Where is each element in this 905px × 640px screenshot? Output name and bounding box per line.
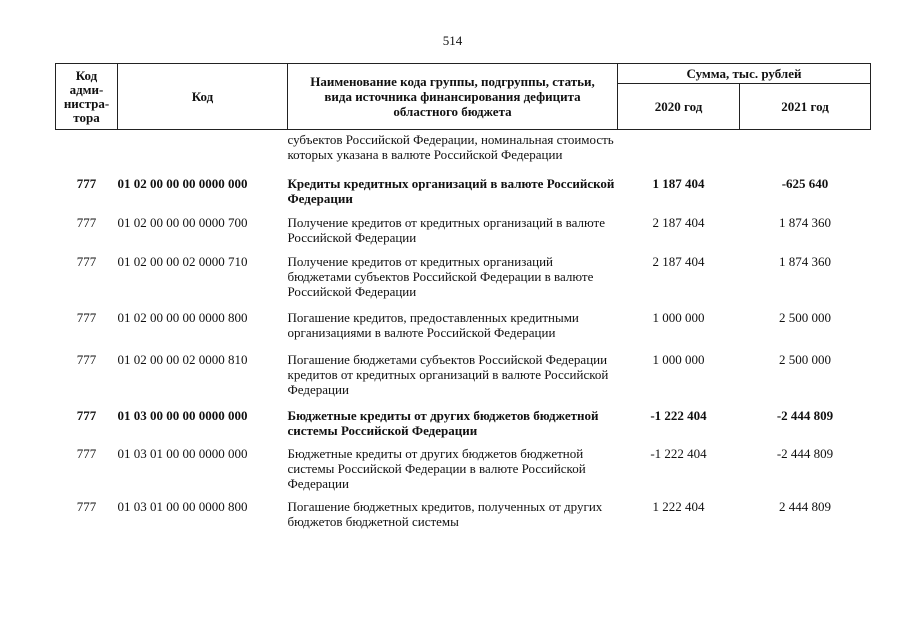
row-spacer (56, 299, 871, 310)
header-admin-code-line: адми- (69, 81, 104, 97)
row-spacer (56, 491, 871, 499)
table-row (56, 215, 871, 245)
cell-2020 (618, 130, 740, 163)
cell-2020: 1 222 404 (652, 499, 705, 514)
table-row-continuation (56, 130, 871, 163)
cell-2021: 2 500 000 (779, 352, 831, 367)
table-row (56, 499, 871, 529)
cell-2021: -625 640 (781, 176, 829, 191)
row-spacer-cell (56, 299, 871, 310)
header-sum: Сумма, тыс. рублей (618, 64, 871, 84)
cell-name: Погашение кредитов, предоставленных кредитными организациями в валюте Российской Федерации (287, 310, 579, 340)
cell-admin: 777 (76, 254, 97, 269)
table-row (56, 254, 871, 299)
cell-code: 01 02 00 00 00 0000 800 (117, 310, 248, 325)
row-spacer (56, 340, 871, 352)
row-spacer-cell (56, 245, 871, 254)
row-spacer (56, 438, 871, 446)
cell-name: Бюджетные кредиты от других бюджетов бюджетной системы Российской Федерации в валюте Российской Федерации (287, 446, 586, 491)
cell-admin: 777 (76, 215, 97, 230)
cell-admin: 777 (76, 408, 97, 423)
cell-2021: 1 874 360 (779, 254, 831, 269)
row-spacer-cell (56, 340, 871, 352)
table-row (56, 310, 871, 340)
cell-2021: 1 874 360 (779, 215, 831, 230)
cell-code: 01 03 00 00 00 0000 000 (117, 408, 248, 423)
page-number: 514 (442, 33, 463, 48)
cell-code (118, 130, 288, 163)
cell-code: 01 02 00 00 00 0000 700 (117, 215, 248, 230)
cell-2020: 1 000 000 (652, 352, 705, 367)
cell-2020: 1 187 404 (652, 176, 705, 191)
header-admin-code-line: Код (75, 67, 98, 83)
table-row (56, 176, 871, 206)
budget-sources-table (55, 63, 871, 529)
header-code: Код (118, 64, 288, 130)
header-year-2020: 2020 год (618, 84, 740, 130)
row-spacer (56, 162, 871, 176)
table-row (56, 408, 871, 438)
cell-2020: -1 222 404 (650, 446, 707, 461)
table-row (56, 352, 871, 397)
cell-admin: 777 (76, 310, 97, 325)
cell-code: 01 02 00 00 02 0000 810 (117, 352, 248, 367)
header-name: Наименование кода группы, подгруппы, статьи, вида источника финансирования дефицита областного бюджета (288, 64, 618, 130)
cell-name: Кредиты кредитных организаций в валюте Российской Федерации (287, 176, 615, 206)
cell-name: Бюджетные кредиты от других бюджетов бюджетной системы Российской Федерации (287, 408, 599, 438)
header-admin-code-line: нистра- (63, 95, 110, 111)
row-spacer (56, 397, 871, 408)
cell-admin: 777 (76, 352, 97, 367)
cell-name: Получение кредитов от кредитных организаций бюджетами субъектов Российской Федерации в валюте Российской Федерации (287, 254, 594, 299)
row-spacer (56, 245, 871, 254)
row-spacer-cell (56, 491, 871, 499)
row-spacer-cell (56, 397, 871, 408)
cell-admin: 777 (76, 446, 97, 461)
cell-name: субъектов Российской Федерации, номинальная стоимость которых указана в валюте Российской Федерации (287, 132, 614, 162)
cell-admin: 777 (76, 176, 97, 191)
row-spacer-cell (56, 206, 871, 215)
cell-2020: 2 187 404 (652, 215, 705, 230)
cell-2020: 1 000 000 (652, 310, 705, 325)
cell-2021: 2 444 809 (779, 499, 831, 514)
cell-2021: -2 444 809 (776, 408, 834, 423)
cell-2021: 2 500 000 (779, 310, 831, 325)
cell-code: 01 02 00 00 00 0000 000 (117, 176, 248, 191)
cell-name: Погашение бюджетных кредитов, полученных от других бюджетов бюджетной системы (287, 499, 603, 529)
table-header (56, 64, 871, 130)
header-admin-code-line: тора (73, 109, 100, 125)
cell-2021 (740, 130, 871, 163)
table-body (56, 130, 871, 530)
table-row (56, 446, 871, 491)
row-spacer (56, 206, 871, 215)
row-spacer-cell (56, 438, 871, 446)
cell-2021: -2 444 809 (776, 446, 834, 461)
cell-code: 01 03 01 00 00 0000 000 (117, 446, 248, 461)
cell-name: Получение кредитов от кредитных организаций в валюте Российской Федерации (287, 215, 605, 245)
cell-code: 01 03 01 00 00 0000 800 (117, 499, 248, 514)
cell-2020: 2 187 404 (652, 254, 705, 269)
cell-admin (56, 130, 118, 163)
row-spacer-cell (56, 162, 871, 176)
cell-name: Погашение бюджетами субъектов Российской Федерации кредитов от кредитных организаций в валюте Российской Федерации (287, 352, 609, 397)
cell-2020: -1 222 404 (650, 408, 707, 423)
cell-code: 01 02 00 00 02 0000 710 (117, 254, 248, 269)
cell-admin: 777 (76, 499, 97, 514)
header-admin-code (56, 64, 118, 130)
header-year-2021: 2021 год (740, 84, 871, 130)
